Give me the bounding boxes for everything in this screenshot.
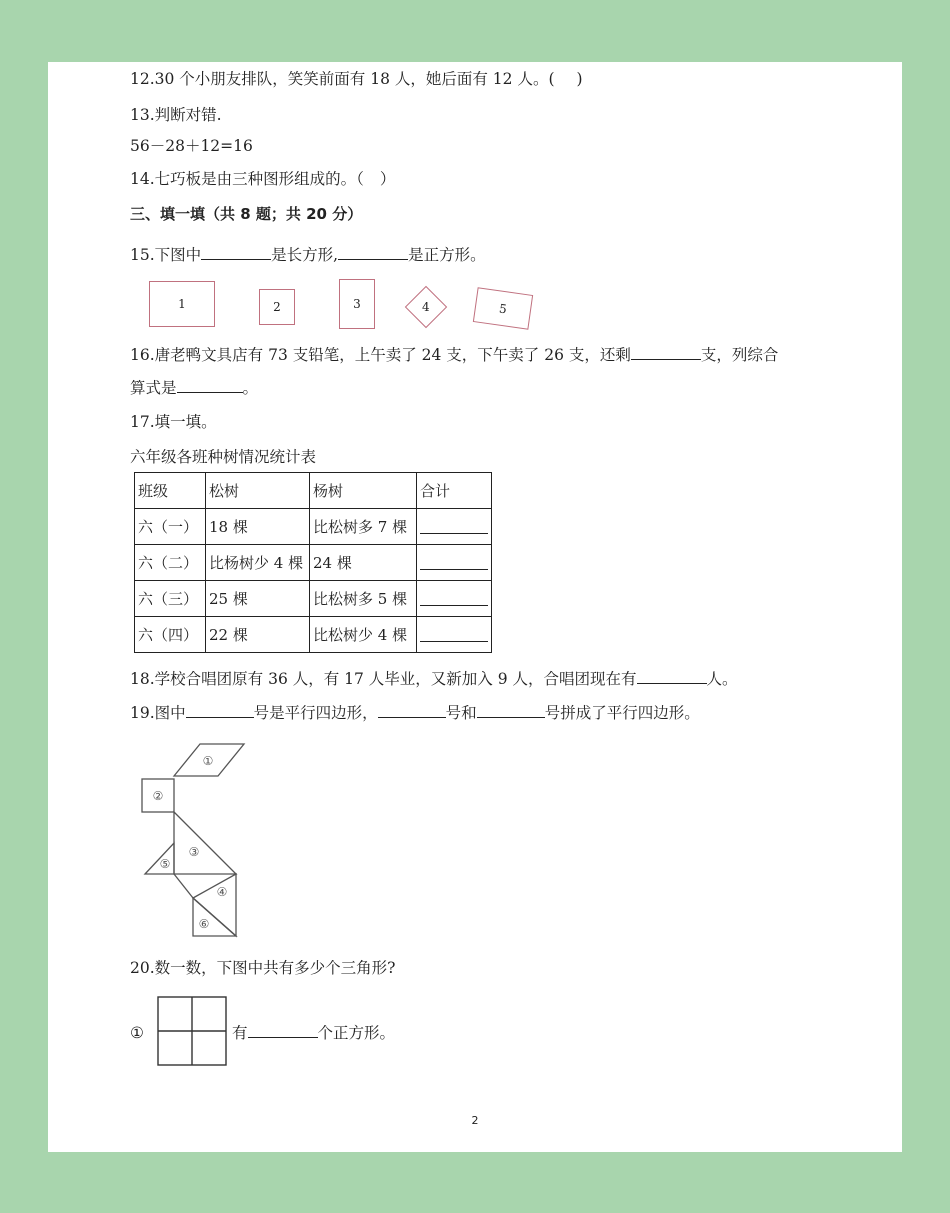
row1-total-blank[interactable] xyxy=(420,515,488,534)
q19-blank-1[interactable] xyxy=(186,703,254,718)
shape-1-label: 1 xyxy=(178,297,186,311)
q18-part-a: 18.学校合唱团原有 36 人，有 17 人毕业，又新加入 9 人，合唱团现在有 xyxy=(130,670,637,688)
q20-blank[interactable] xyxy=(248,1023,318,1038)
row1-pine: 18 棵 xyxy=(206,509,310,545)
q20-answer-line xyxy=(232,1023,395,1043)
table-title xyxy=(130,447,316,467)
q17-text: 17.填一填。 xyxy=(130,413,217,431)
q13-expr: 56－28＋12=16 xyxy=(130,137,253,155)
label-5: ⑤ xyxy=(159,857,171,871)
label-6: ⑥ xyxy=(198,917,210,931)
label-3: ③ xyxy=(188,845,200,859)
label-2: ② xyxy=(152,789,164,803)
table-header-row xyxy=(135,473,492,509)
table-row xyxy=(135,581,492,617)
header-poplar: 杨树 xyxy=(310,473,417,509)
q15-part-a: 15.下图中 xyxy=(130,246,202,264)
table-row xyxy=(135,545,492,581)
q19-blank-2[interactable] xyxy=(378,703,446,718)
row2-total-blank[interactable] xyxy=(420,551,488,570)
row1-poplar: 比松树多 7 棵 xyxy=(310,509,417,545)
row2-pine: 比杨树少 4 棵 xyxy=(206,545,310,581)
shape-5-rectangle xyxy=(473,287,533,329)
question-20 xyxy=(130,958,395,978)
row3-pine: 25 棵 xyxy=(206,581,310,617)
row2-class: 六（二） xyxy=(135,545,206,581)
row3-total-blank[interactable] xyxy=(420,587,488,606)
q16-blank-remaining[interactable] xyxy=(631,345,701,360)
shape-4-label: 4 xyxy=(422,299,430,314)
question-14 xyxy=(130,169,395,189)
q20-marker-text: ① xyxy=(130,1024,144,1042)
shape-4-square xyxy=(405,286,447,328)
row3-class: 六（三） xyxy=(135,581,206,617)
q15-blank-rect[interactable] xyxy=(201,245,271,260)
question-19 xyxy=(130,703,700,723)
row4-total-blank[interactable] xyxy=(420,623,488,642)
header-total: 合计 xyxy=(417,473,492,509)
q19-part-b: 号是平行四边形， xyxy=(253,704,378,722)
q15-part-c: 是正方形。 xyxy=(408,246,486,264)
q12-text: 12.30 个小朋友排队，笑笑前面有 18 人，她后面有 12 人。( xyxy=(130,70,555,88)
q14-text: 14.七巧板是由三种图形组成的。（ xyxy=(130,170,364,188)
grid-2x2-figure xyxy=(157,996,229,1068)
page-number: 2 xyxy=(471,1114,479,1127)
worksheet-page xyxy=(48,62,902,1152)
row4-pine: 22 棵 xyxy=(206,617,310,653)
section-3-heading: 三、填一填（共 8 题；共 20 分） xyxy=(130,205,363,223)
q12-close: ) xyxy=(576,70,583,88)
q18-part-b: 人。 xyxy=(706,670,738,688)
q20-part-b: 个正方形。 xyxy=(317,1024,396,1042)
row1-total[interactable] xyxy=(417,509,492,545)
label-4: ④ xyxy=(216,885,228,899)
row4-class: 六（四） xyxy=(135,617,206,653)
question-16 xyxy=(130,345,778,365)
shape-2-label: 2 xyxy=(273,300,281,314)
q16-part-d: 。 xyxy=(242,379,259,397)
table-title-text: 六年级各班种树情况统计表 xyxy=(130,448,317,466)
row4-poplar: 比松树少 4 棵 xyxy=(310,617,417,653)
q20-marker xyxy=(130,1023,144,1043)
shape-3-rectangle xyxy=(339,279,375,329)
q16-part-b: 支，列综合 xyxy=(700,346,779,364)
q15-blank-square[interactable] xyxy=(338,245,408,260)
q18-blank[interactable] xyxy=(637,669,707,684)
shape-1-rectangle xyxy=(149,281,215,327)
shape-5-label: 5 xyxy=(498,301,508,316)
header-pine: 松树 xyxy=(206,473,310,509)
question-18 xyxy=(130,669,738,689)
q15-part-b: 是长方形, xyxy=(271,246,339,264)
q20-part-a: 有 xyxy=(232,1024,248,1042)
row2-total[interactable] xyxy=(417,545,492,581)
question-16-cont xyxy=(130,378,258,398)
question-17 xyxy=(130,412,217,432)
q16-part-a: 16.唐老鸭文具店有 73 支铅笔，上午卖了 24 支，下午卖了 26 支，还剩 xyxy=(130,346,631,364)
tangram-figure xyxy=(138,738,268,948)
q19-part-a: 19.图中 xyxy=(130,704,186,722)
q20-text: 20.数一数，下图中共有多少个三角形? xyxy=(130,959,396,977)
question-15 xyxy=(130,245,486,265)
row3-total[interactable] xyxy=(417,581,492,617)
tree-planting-table xyxy=(134,472,492,653)
question-13-expression xyxy=(130,136,253,156)
row3-poplar: 比松树多 5 棵 xyxy=(310,581,417,617)
question-13 xyxy=(130,105,222,125)
q16-blank-expression[interactable] xyxy=(177,378,243,393)
header-class: 班级 xyxy=(135,473,206,509)
table-row xyxy=(135,617,492,653)
q19-blank-3[interactable] xyxy=(477,703,545,718)
q13-text: 13.判断对错. xyxy=(130,106,222,124)
question-12 xyxy=(130,69,583,89)
q14-close: ） xyxy=(379,170,396,188)
label-1: ① xyxy=(202,754,214,768)
table-row xyxy=(135,509,492,545)
row4-total[interactable] xyxy=(417,617,492,653)
q16-part-c: 算式是 xyxy=(130,379,177,397)
piece-3-triangle xyxy=(174,812,236,874)
q19-part-c: 号和 xyxy=(445,704,477,722)
shape-3-label: 3 xyxy=(353,297,361,311)
q19-part-d: 号拼成了平行四边形。 xyxy=(544,704,700,722)
shape-2-square xyxy=(259,289,295,325)
row1-class: 六（一） xyxy=(135,509,206,545)
row2-poplar: 24 棵 xyxy=(310,545,417,581)
